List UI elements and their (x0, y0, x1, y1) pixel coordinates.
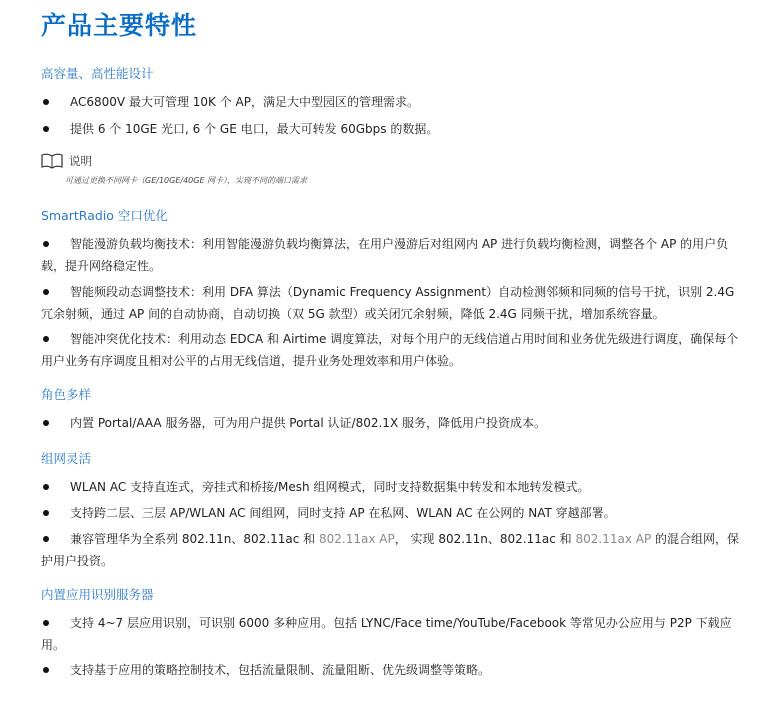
bullet-item: AC6800V 最大可管理 10K 个 AP，满足大中型园区的管理需求。 (41, 91, 741, 113)
bullet-dot (43, 336, 49, 342)
bullet-item: 内置 Portal/AAA 服务器，可为用户提供 Portal 认证/802.1X 服务，降低用户投资成本。 (41, 412, 741, 434)
bullet-item: 智能冲突优化技术：利用动态 EDCA 和 Airtime 调度算法，对每个用户的无线信道占用时间和业务优先级进行调度，确保每个用户业务有序调度且相对公平的占用无线信道，提升业务处理效率和用户体验。 (41, 332, 739, 368)
section-heading-high-capacity: 高容量、高性能设计 (41, 66, 154, 81)
bullet-item: 支持基于应用的策略控制技术，包括流量限制、流量阻断、优先级调整等策略。 (41, 659, 741, 681)
book-icon (41, 153, 63, 169)
section-heading-networking: 组网灵活 (41, 451, 92, 466)
bullet-dot (43, 667, 49, 673)
page-title: 产品主要特性 (41, 11, 198, 40)
bullet-item-compat: 兼容管理华为全系列 802.11n、802.11ac 和 802.11ax AP， 实现 802.11n、802.11ac 和 802.11ax AP 的混合组网，保护用户投资。 (41, 532, 740, 568)
bullet-dot (43, 289, 49, 295)
bullet-item: 智能频段动态调整技术：利用 DFA 算法（Dynamic Frequency Assignment）自动检测邻频和同频的信号干扰，识别 2.4G 冗余射频，通过 AP 间的自动协商，自动切换（双 5G 款型）或关闭冗余射频，降低 2.4G 同频干扰，增加系统容量。 (41, 285, 735, 321)
bullet-dot (43, 510, 49, 516)
note-header (41, 152, 92, 170)
note-text: 可通过更换不同网卡（GE/10GE/40GE 网卡），实现不同的端口需求 (65, 176, 308, 185)
section-heading-roles: 角色多样 (41, 387, 92, 402)
section-heading-app-recognition: 内置应用识别服务器 (41, 587, 154, 602)
bullet-dot (43, 484, 49, 490)
bullet-dot (43, 126, 49, 132)
bullet-dot (43, 420, 49, 426)
section-heading-smartradio: SmartRadio 空口优化 (41, 208, 168, 223)
bullet-item: 支持跨二层、三层 AP/WLAN AC 间组网，同时支持 AP 在私网、WLAN AC 在公网的 NAT 穿越部署。 (41, 502, 741, 524)
bullet-item: 智能漫游负载均衡技术：利用智能漫游负载均衡算法，在用户漫游后对组网内 AP 进行负载均衡检测，调整各个 AP 的用户负载，提升网络稳定性。 (41, 237, 729, 273)
bullet-dot (43, 620, 49, 626)
bullet-item: 支持 4~7 层应用识别，可识别 6000 多种应用。包括 LYNC/Face time/YouTube/Facebook 等常见办公应用与 P2P 下载应用。 (41, 616, 732, 652)
bullet-dot (43, 99, 49, 105)
bullet-item: WLAN AC 支持直连式，旁挂式和桥接/Mesh 组网模式，同时支持数据集中转发和本地转发模式。 (41, 476, 741, 498)
bullet-dot (43, 536, 49, 542)
bullet-dot (43, 241, 49, 247)
bullet-item: 提供 6 个 10GE 光口, 6 个 GE 电口，最大可转发 60Gbps 的数据。 (41, 118, 741, 140)
note-label: 说明 (69, 154, 92, 168)
